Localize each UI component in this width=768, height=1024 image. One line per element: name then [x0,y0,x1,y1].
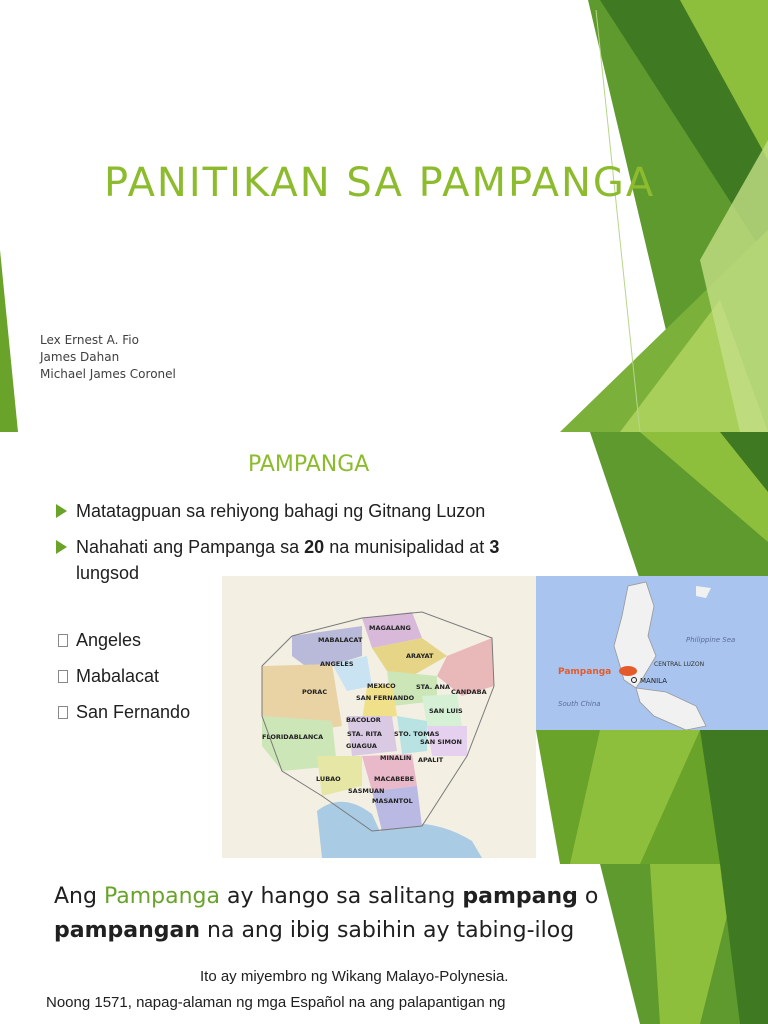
slide-title: PAMPANGA [248,452,370,477]
inset-label-central-luzon: CENTRAL LUZON [654,661,705,668]
map-label-mexico: MEXICO [367,682,396,690]
map-label-magalang: MAGALANG [369,624,411,632]
sub-bullet-icon [58,706,68,719]
etymology-line-2: pampangan na ang ibig sabihin ay tabing-ilog [54,918,575,943]
pampanga-slide [0,432,768,864]
map-label-sasmuan: SASMUAN [348,787,385,795]
city-name: San Fernando [76,702,191,722]
body-text-line: Noong 1571, napag-alaman ng mga Español na ang palapantigan ng [46,994,506,1011]
bullet-text: Matatagpuan sa rehiyong bahagi ng Gitnang Luzon [76,501,486,521]
inset-label-pampanga: Pampanga [558,667,612,677]
author-list [40,332,176,383]
map-label-masantol: MASANTOL [372,797,413,805]
bullet-text: lungsod [76,563,140,583]
pampanga-municipal-map [222,576,536,858]
city-name: Mabalacat [76,666,160,686]
arrow-bullet-icon [56,504,67,518]
title-slide [0,0,768,432]
etymology-slide [0,864,768,1024]
map-label-macabebe: MACABEBE [374,775,415,783]
arrow-bullet-icon [56,540,67,554]
map-label-floridablanca: FLORIDABLANCA [262,733,324,741]
map-label-candaba: CANDABA [451,688,487,696]
luzon-locator-map [536,576,768,730]
etymology-line-1: Ang Pampanga ay hango sa salitang pampang o [54,884,599,909]
map-label-sta-rita: STA. RITA [347,730,382,738]
map-label-mabalacat: MABALACAT [318,636,363,644]
map-label-san-fernando: SAN FERNANDO [356,694,415,702]
inset-label-south-china-sea: South China [558,700,601,708]
map-label-guagua: GUAGUA [346,742,377,750]
inset-label-philippine-sea: Philippine Sea [686,636,736,644]
author-name: Michael James Coronel [40,367,176,381]
map-label-porac: PORAC [302,688,328,696]
map-label-arayat: ARAYAT [406,652,434,660]
bullet-text: Nahahati ang Pampanga sa 20 na munisipalidad at 3 [76,537,500,557]
slide-title: PANITIKAN SA PAMPANGA [104,160,656,206]
map-label-sta-ana: STA. ANA [416,683,450,691]
map-label-san-simon: SAN SIMON [420,738,462,746]
inset-label-manila: MANILA [640,677,667,685]
sub-bullet-icon [58,670,68,683]
map-label-angeles: ANGELES [320,660,354,668]
map-label-san-luis: SAN LUIS [429,707,463,715]
map-label-apalit: APALIT [418,756,444,764]
city-name: Angeles [76,630,142,650]
map-label-minalin: MINALIN [380,754,412,762]
author-name: James Dahan [40,350,120,364]
body-text-line: Ito ay miyembro ng Wikang Malayo-Polynesia. [200,968,509,985]
map-label-sto-tomas: STO. TOMAS [394,730,440,738]
map-label-lubao: LUBAO [316,775,341,783]
author-name: Lex Ernest A. Fio [40,333,139,347]
sub-bullet-icon [58,634,68,647]
map-label-bacolor: BACOLOR [346,716,381,724]
